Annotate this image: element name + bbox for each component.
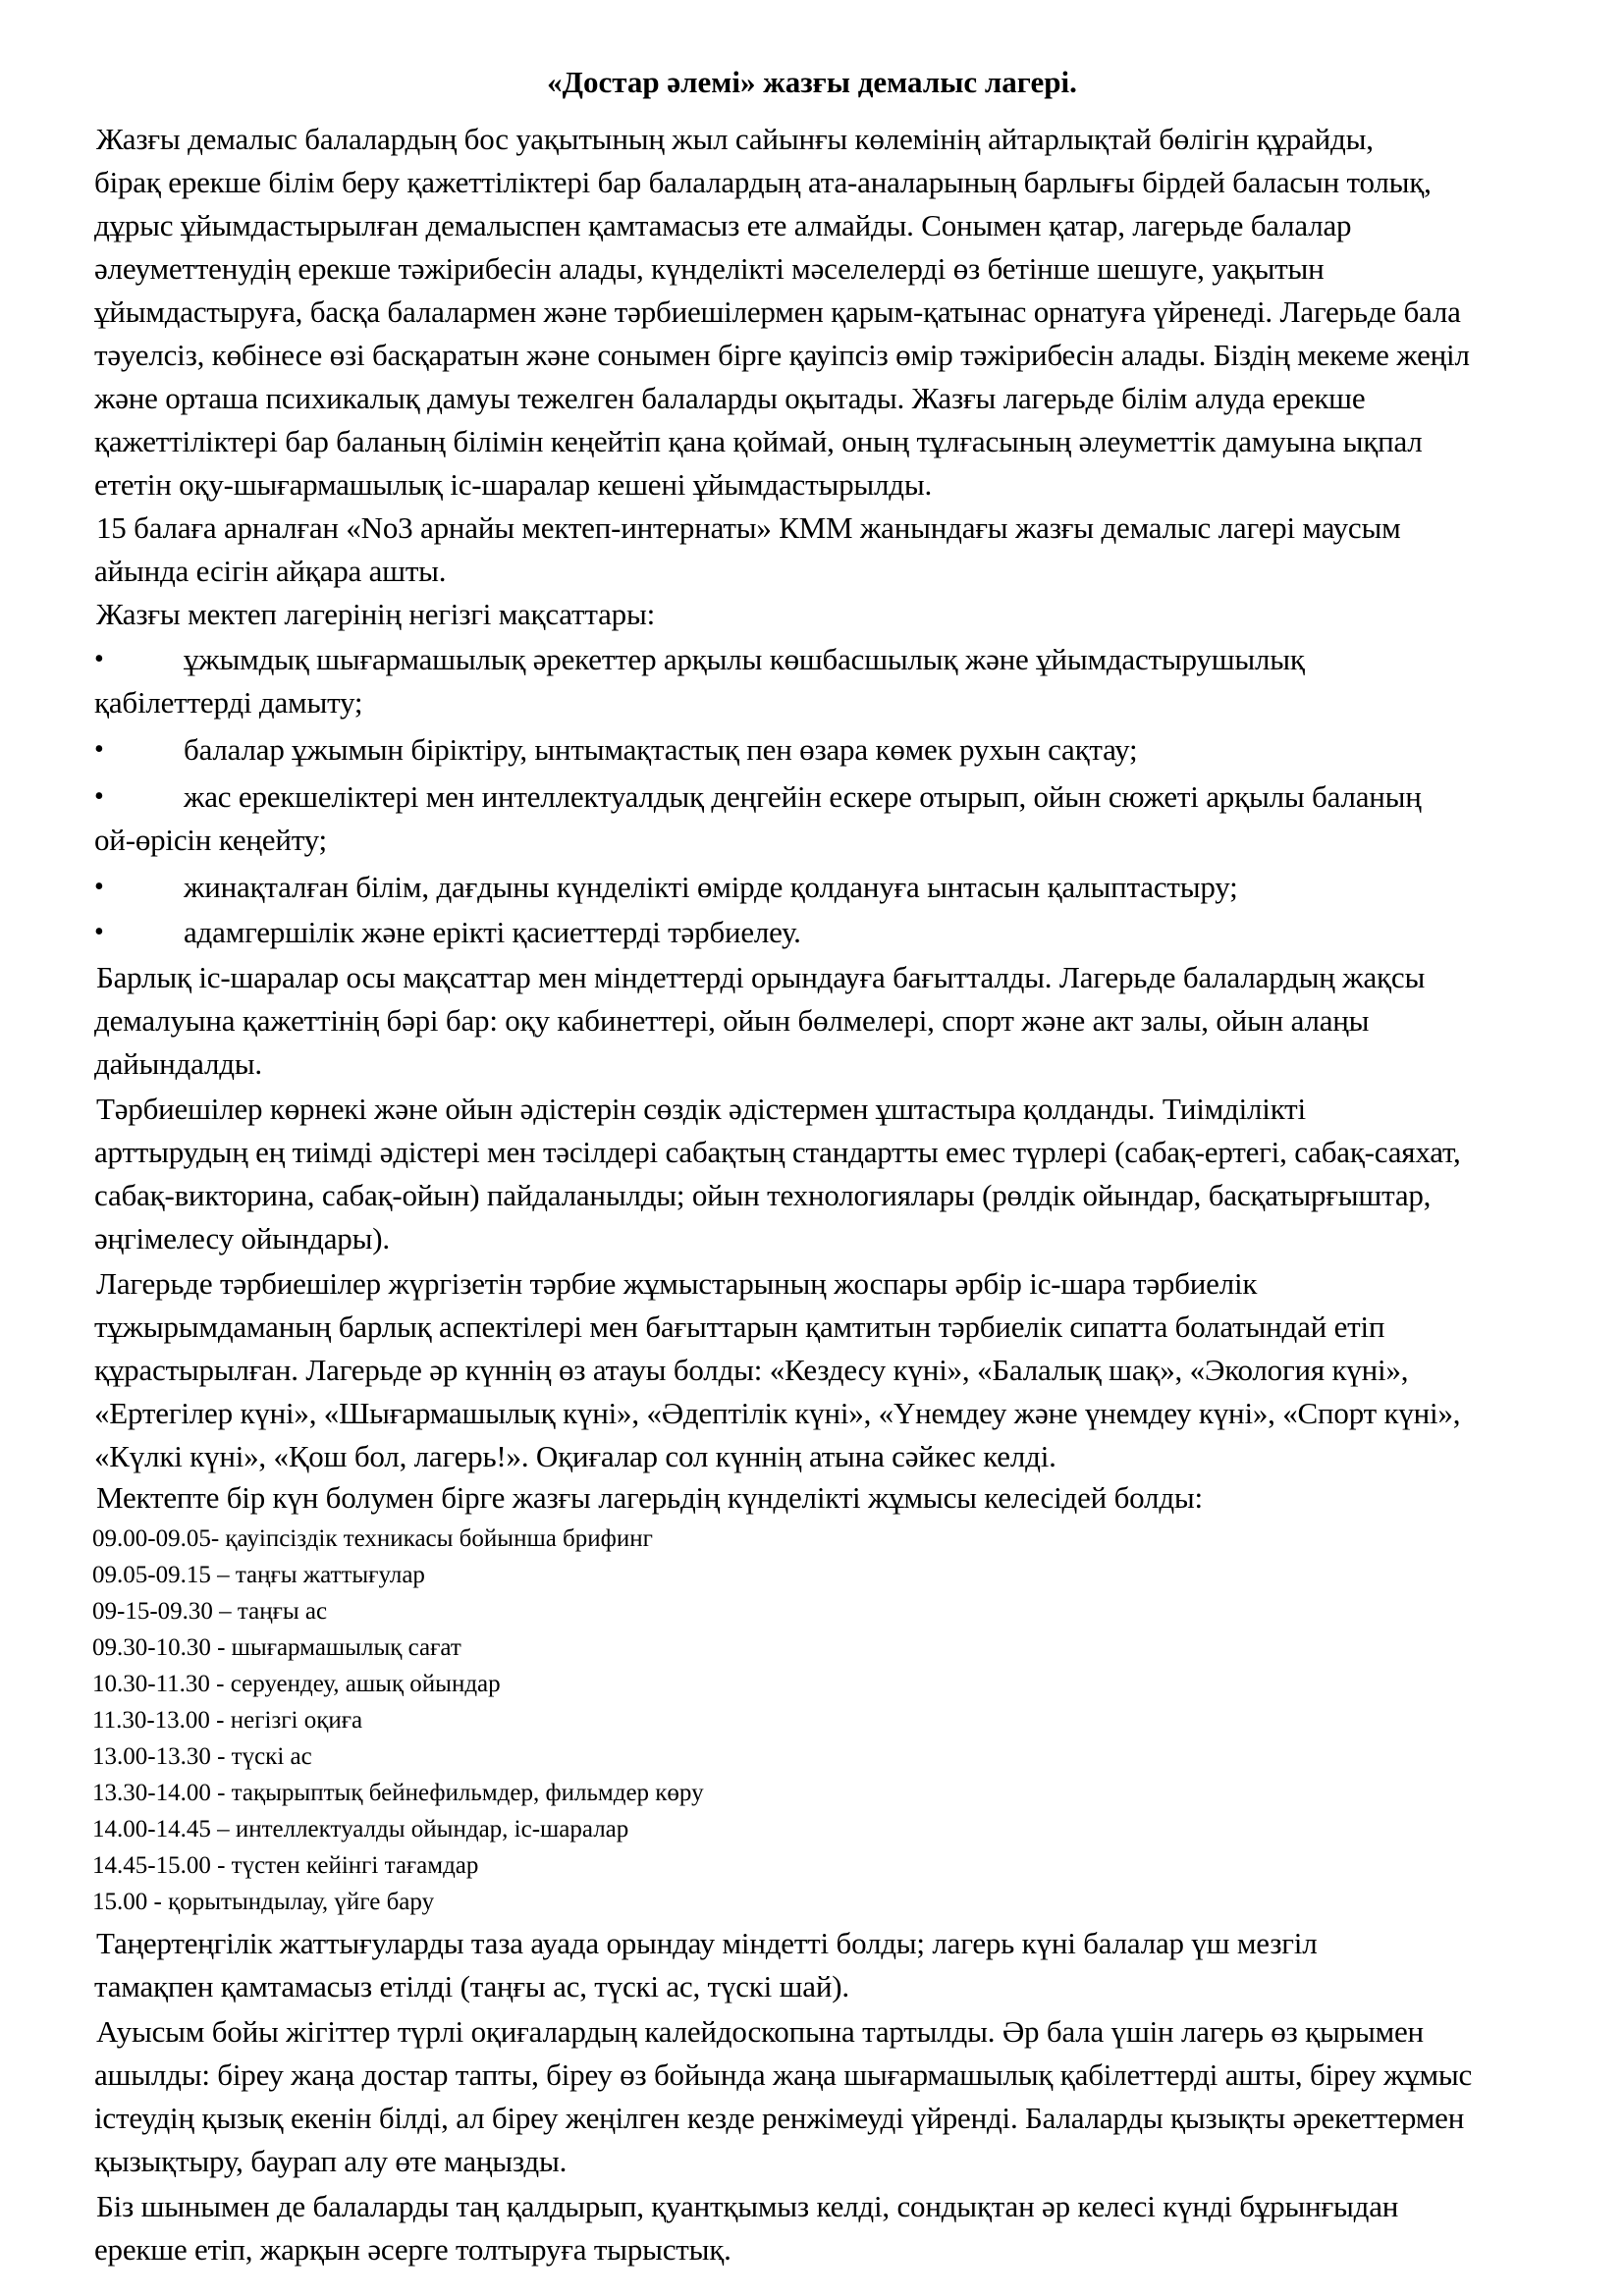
- intro-line: бірақ ерекше білім беру қажеттіліктері бар балалардың ата-аналарының барлығы бірдей баласын толық,: [94, 165, 1432, 199]
- meals-line: Таңертеңгілік жаттығуларды таза ауада орындау міндетті болды; лагерь күні балалар үш мезгіл: [96, 1926, 1318, 1960]
- schedule-item: 09.00-09.05- қауіпсіздік техникасы бойынша брифинг: [92, 1525, 653, 1552]
- goals-heading: Жазғы мектеп лагерінің негізгі мақсаттары:: [96, 597, 656, 631]
- schedule-item: 15.00 - қорытындылау, үйге бару: [92, 1889, 435, 1915]
- intro-line: Жазғы демалыс балалардың бос уақытының жыл сайынғы көлемінің айтарлықтай бөлігін құрайды,: [96, 122, 1374, 156]
- schedule-item: 13.30-14.00 - тақырыптық бейнефильмдер, фильмдер көру: [92, 1780, 704, 1806]
- goal-item-line: адамгершілік және ерікті қасиеттерді тәрбиелеу.: [184, 915, 801, 949]
- goal-item-line: жас ерекшеліктері мен интеллектуалдық деңгейін ескере отырып, ойын сюжеті арқылы баланың: [184, 779, 1422, 814]
- schedule-item: 09.30-10.30 - шығармашылық сағат: [92, 1634, 461, 1661]
- meals-line: тамақпен қамтамасыз етілді (таңғы ас, түскі ас, түскі шай).: [94, 1969, 849, 2003]
- methods-line: Тәрбиешілер көрнекі және ойын әдістерін сөздік әдістермен ұштастыра қолданды. Тиімділікті: [96, 1092, 1306, 1126]
- closing-line: Біз шынымен де балаларды таң қалдырып, қуантқымыз келді, сондықтан әр келесі күнді бұрынғыдан: [96, 2189, 1399, 2223]
- methods-line: әңгімелесу ойындары).: [94, 1221, 390, 1255]
- bullet-icon: •: [94, 872, 104, 902]
- intro-line: тәуелсіз, көбінесе өзі басқаратын және сонымен бірге қауіпсіз өмір тәжірибесін алады. Біздің мекеме жеңіл: [94, 338, 1470, 372]
- methods-line: сабақ-викторина, сабақ-ойын) пайдаланылды; ойын технологиялары (рөлдік ойындар, басқатырғыштар,: [94, 1178, 1432, 1212]
- closing-line: ерекше етіп, жарқын әсерге толтыруға тырыстық.: [94, 2232, 731, 2267]
- shift-line: істеудің қызық екенін білді, ал біреу жеңілген кезде ренжімеуді үйренді. Балаларды қызықты әрекеттермен: [94, 2101, 1465, 2135]
- opening-line: 15 балаға арналған «No3 арнайы мектеп-интернаты» КММ жанындағы жазғы демалыс лагері маусым: [96, 510, 1401, 545]
- plan-line: тұжырымдаманың барлық аспектілері мен бағыттарын қамтитын тәрбиелік сипатта болатындай етіп: [94, 1309, 1385, 1344]
- schedule-item: 14.45-15.00 - түстен кейінгі тағамдар: [92, 1852, 479, 1879]
- shift-line: ашылды: біреу жаңа достар тапты, біреу өз бойында жаңа шығармашылық қабілеттерді ашты, біреу жұмыс: [94, 2057, 1473, 2092]
- plan-line: «Күлкі күні», «Қош бол, лагерь!». Оқиғалар сол күннің атына сәйкес келді.: [94, 1439, 1056, 1473]
- goal-item-line: ой-өрісін кеңейту;: [94, 823, 327, 857]
- bullet-icon: •: [94, 781, 104, 812]
- schedule-item: 10.30-11.30 - серуендеу, ашық ойындар: [92, 1671, 501, 1697]
- intro-line: дұрыс ұйымдастырылған демалыспен қамтамасыз ете алмайды. Сонымен қатар, лагерьде балалар: [94, 208, 1352, 242]
- facilities-line: дайындалды.: [94, 1046, 262, 1081]
- plan-line: құрастырылған. Лагерьде әр күннің өз атауы болды: «Кездесу күні», «Балалық шақ», «Экология күні»,: [94, 1353, 1409, 1387]
- bullet-icon: •: [94, 917, 104, 947]
- bullet-icon: •: [94, 644, 104, 674]
- intro-line: ұйымдастыруға, басқа балалармен және тәрбиешілермен қарым-қатынас орнатуға үйренеді. Лагерьде бала: [94, 294, 1461, 329]
- methods-line: арттырудың ең тиімді әдістері мен тәсілдері сабақтың стандартты емес түрлері (сабақ-ертегі, сабақ-саяхат,: [94, 1135, 1461, 1169]
- schedule-item: 13.00-13.30 - түскі ас: [92, 1743, 312, 1770]
- intro-line: әлеуметтенудің ерекше тәжірибесін алады, күнделікті мәселелерді өз бетінше шешуге, уақытын: [94, 251, 1325, 286]
- intro-line: қажеттіліктері бар баланың білімін кеңейтіп қана қоймай, оның тұлғасының әлеуметтік дамуына ықпал: [94, 424, 1423, 458]
- opening-line: айында есігін айқара ашты.: [94, 554, 447, 588]
- schedule-item: 14.00-14.45 – интеллектуалды ойындар, іс-шаралар: [92, 1816, 629, 1842]
- schedule-item: 11.30-13.00 - негізгі оқиға: [92, 1707, 363, 1734]
- shift-line: Ауысым бойы жігіттер түрлі оқиғалардың калейдоскопына тартылды. Әр бала үшін лагерь өз қырымен: [96, 2014, 1424, 2049]
- plan-line: Лагерьде тәрбиешілер жүргізетін тәрбие жұмыстарының жоспары әрбір іс-шара тәрбиелік: [96, 1266, 1258, 1301]
- goal-item-line: қабілеттерді дамыту;: [94, 685, 363, 720]
- shift-line: қызықтыру, баурап алу өте маңызды.: [94, 2144, 568, 2178]
- schedule-intro: Мектепте бір күн болумен бірге жазғы лагерьдің күнделікті жұмысы келесідей болды:: [96, 1480, 1203, 1515]
- intro-line: ететін оқу-шығармашылық іс-шаралар кешені ұйымдастырылды.: [94, 467, 933, 502]
- facilities-line: Барлық іс-шаралар осы мақсаттар мен міндеттерді орындауға бағытталды. Лагерьде балалардың жақсы: [96, 960, 1426, 994]
- plan-line: «Ертегілер күні», «Шығармашылық күні», «Әдептілік күні», «Үнемдеу және үнемдеу күні», «Спорт күні»,: [94, 1396, 1461, 1430]
- goal-item-line: ұжымдық шығармашылық әрекеттер арқылы көшбасшылық және ұйымдастырушылық: [184, 642, 1305, 676]
- schedule-item: 09-15-09.30 – таңғы ас: [92, 1598, 328, 1625]
- bullet-icon: •: [94, 734, 104, 765]
- intro-line: және орташа психикалық дамуы тежелген балаларды оқытады. Жазғы лагерьде білім алуда ерекше: [94, 381, 1366, 415]
- schedule-item: 09.05-09.15 – таңғы жаттығулар: [92, 1562, 425, 1588]
- goal-item-line: балалар ұжымын біріктіру, ынтымақтастық пен өзара көмек рухын сақтау;: [184, 732, 1138, 767]
- goal-item-line: жинақталған білім, дағдыны күнделікті өмірде қолдануға ынтасын қалыптастыру;: [184, 870, 1238, 904]
- document-title: «Достар әлемі» жазғы демалыс лагері.: [547, 65, 1077, 99]
- facilities-line: демалуына қажеттінің бәрі бар: оқу кабинеттері, ойын бөлмелері, спорт және акт залы, ойын алаңы: [94, 1003, 1370, 1038]
